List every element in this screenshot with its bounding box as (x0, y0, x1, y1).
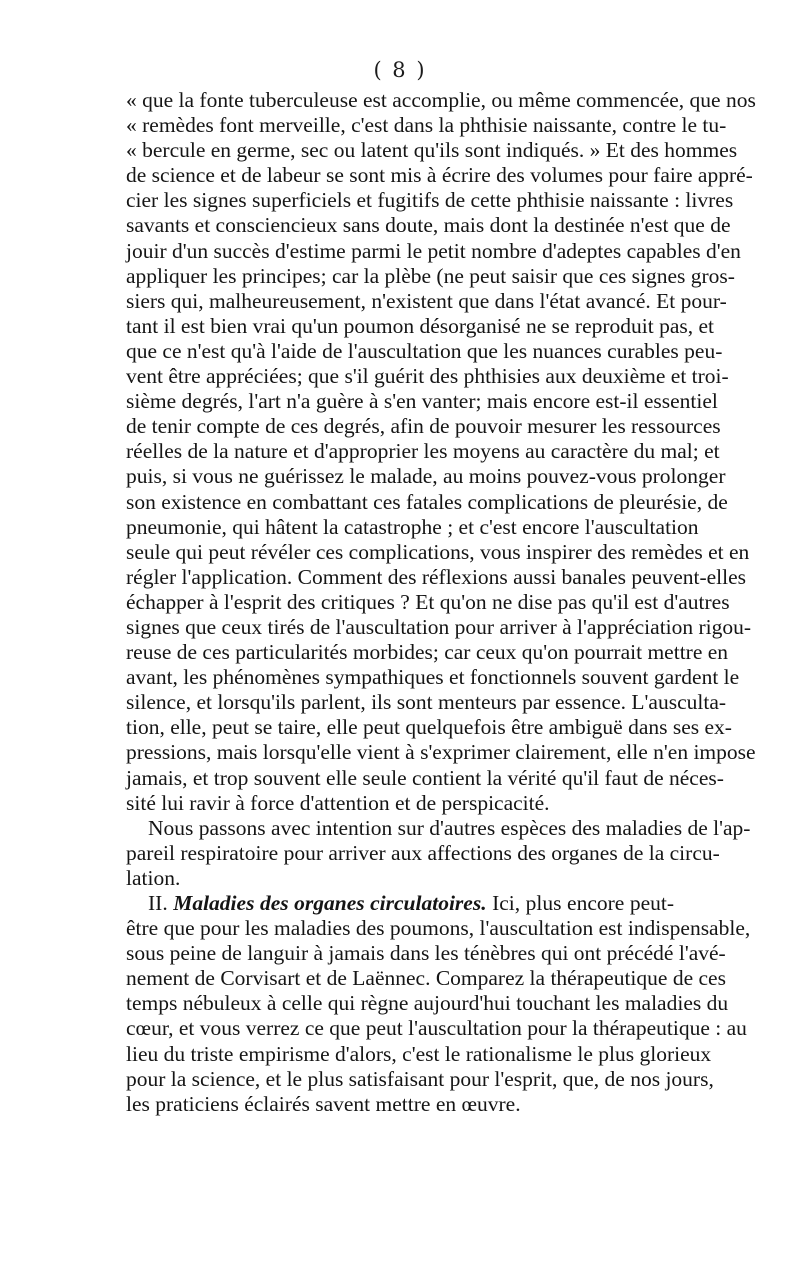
text-line: siers qui, malheureusement, n'existent que dans l'état avancé. Et pour- (126, 288, 727, 313)
text-line: que ce n'est qu'à l'aide de l'auscultation que les nuances curables peu- (126, 338, 723, 363)
text-line: Nous passons avec intention sur d'autres espèces des maladies de l'ap- (148, 815, 751, 840)
text-line: de science et de labeur se sont mis à écrire des volumes pour faire appré- (126, 163, 753, 188)
text-line: jouir d'un succès d'estime parmi le petit nombre d'adeptes capables d'en (126, 238, 741, 263)
text-line: cier les signes superficiels et fugitifs de cette phthisie naissante : livres (126, 188, 734, 213)
text-line: vent être appréciées; que s'il guérit des phthisies aux deuxième et troi- (126, 364, 729, 389)
text-line: signes que ceux tirés de l'auscultation pour arriver à l'appréciation rigou- (126, 614, 752, 639)
text-line: seule qui peut révéler ces complications, vous inspirer des remèdes et en (126, 539, 750, 564)
text-line: tion, elle, peut se taire, elle peut quelquefois être ambiguë dans ses ex- (126, 715, 732, 740)
text-line: silence, et lorsqu'ils parlent, ils sont menteurs par essence. L'ausculta- (126, 690, 727, 715)
text-line: « que la fonte tuberculeuse est accomplie, ou même commencée, que nos (126, 88, 756, 112)
text-line: puis, si vous ne guérissez le malade, au moins pouvez-vous prolonger (126, 464, 726, 489)
body-text (126, 88, 756, 1117)
text-line: reuse de ces particularités morbides; car ceux qu'on pourrait mettre en (126, 640, 729, 665)
text-line: pressions, mais lorsqu'elle vient à s'exprimer clairement, elle n'en impose (126, 740, 756, 765)
section-heading-line (126, 891, 674, 916)
paragraph-1 (126, 88, 756, 816)
text-line: appliquer les principes; car la plèbe (ne peut saisir que ces signes gros- (126, 263, 735, 288)
section-number: II. (148, 891, 168, 915)
text-line: sité lui ravir à force d'attention et de perspicacité. (126, 790, 550, 815)
text-line: lation. (126, 865, 181, 890)
text-line: échapper à l'esprit des critiques ? Et qu'on ne dise pas qu'il est d'autres (126, 589, 730, 614)
text-line: « remèdes font merveille, c'est dans la phthisie naissante, contre le tu- (126, 113, 727, 138)
text-line: sième degrés, l'art n'a guère à s'en vanter; mais encore est-il essentiel (126, 389, 718, 414)
text-line: pareil respiratoire pour arriver aux affections des organes de la circu- (126, 840, 720, 865)
text-line: pour la science, et le plus satisfaisant pour l'esprit, que, de nos jours, (126, 1066, 714, 1091)
section-heading: Maladies des organes circulatoires. (173, 891, 487, 915)
text-line: savants et consciencieux sans doute, mais dont la destinée n'est que de (126, 213, 731, 238)
text-line: de tenir compte de ces degrés, afin de pouvoir mesurer les ressources (126, 414, 721, 439)
text-line: tant il est bien vrai qu'un poumon désorganisé ne se reproduit pas, et (126, 313, 715, 338)
text-line: avant, les phénomènes sympathiques et fonctionnels souvent gardent le (126, 665, 740, 690)
text-line: cœur, et vous verrez ce que peut l'auscultation pour la thérapeutique : au (126, 1016, 747, 1041)
text-line: réelles de la nature et d'approprier les moyens au caractère du mal; et (126, 439, 720, 464)
text-line: jamais, et trop souvent elle seule contient la vérité qu'il faut de néces- (126, 765, 724, 790)
text-line: régler l'application. Comment des réflexions aussi banales peuvent-elles (126, 564, 747, 589)
text-line: pneumonie, qui hâtent la catastrophe ; et c'est encore l'auscultation (126, 514, 699, 539)
paragraph-2 (126, 815, 751, 891)
text-line: être que pour les maladies des poumons, l'auscultation est indispensable, (126, 916, 751, 941)
text-line: temps nébuleux à celle qui règne aujourd'hui touchant les maladies du (126, 991, 729, 1016)
text-line: nement de Corvisart et de Laënnec. Comparez la thérapeutique de ces (126, 966, 726, 991)
paragraph-3 (126, 891, 751, 1117)
text-line: « bercule en germe, sec ou latent qu'ils sont indiqués. » Et des hommes (126, 138, 738, 163)
text-line: les praticiens éclairés savent mettre en œuvre. (126, 1091, 521, 1116)
text-line: son existence en combattant ces fatales complications de pleurésie, de (126, 489, 728, 514)
heading-line-rest: Ici, plus encore peut- (492, 891, 675, 915)
page-number: ( 8 ) (373, 58, 427, 82)
text-line: lieu du triste empirisme d'alors, c'est le rationalisme le plus glorieux (126, 1041, 712, 1066)
text-line: sous peine de languir à jamais dans les ténèbres qui ont précédé l'avé- (126, 941, 726, 966)
